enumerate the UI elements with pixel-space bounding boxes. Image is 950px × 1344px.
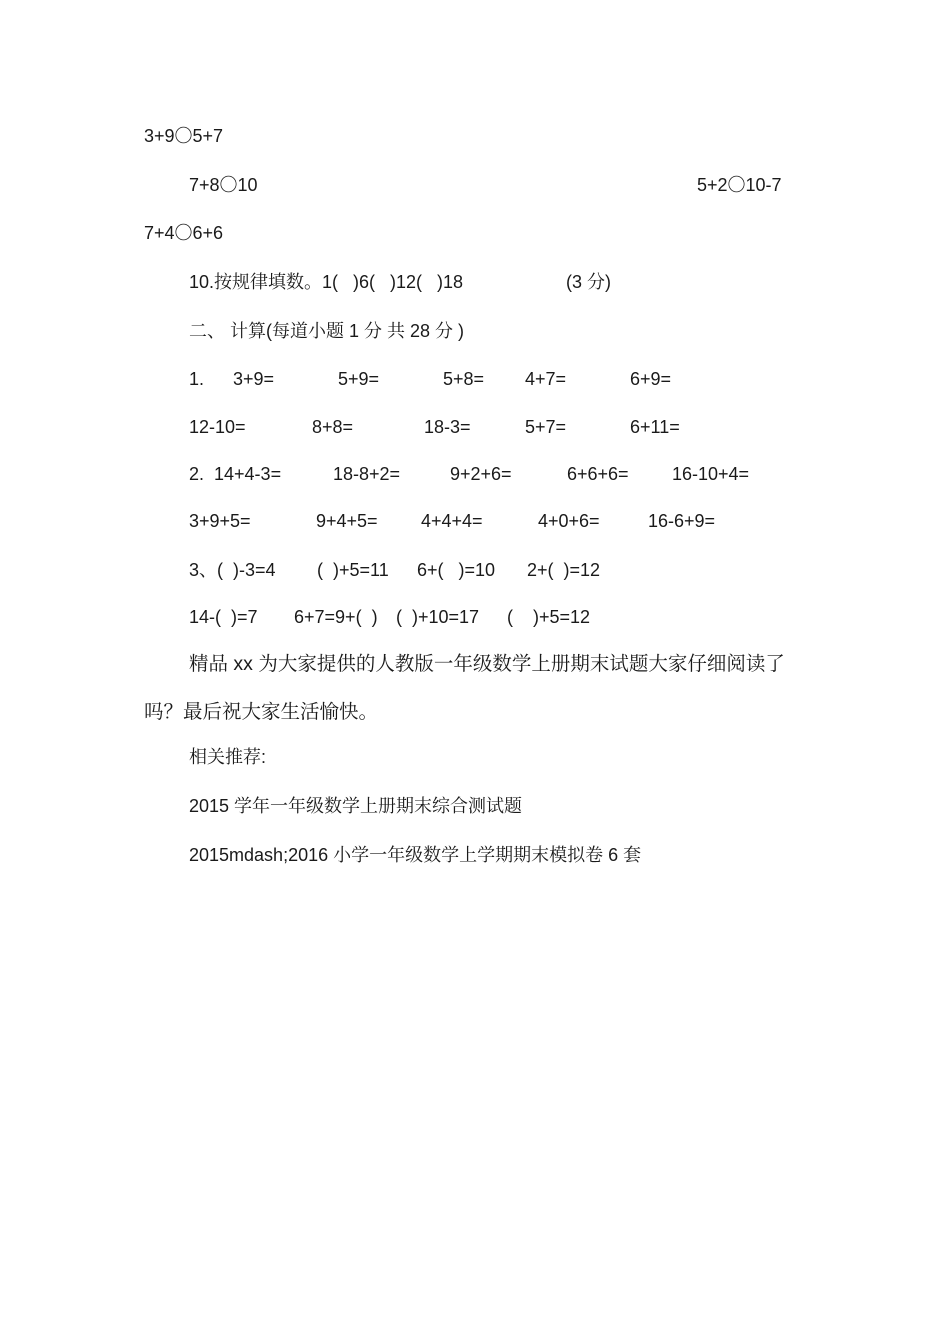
- related-label: 相关推荐:: [189, 747, 267, 767]
- calc-item: 12-10=: [189, 417, 246, 437]
- calc-item: 5+7=: [525, 417, 567, 437]
- calc-item: 1.: [189, 369, 205, 389]
- calc-item: 8+8=: [312, 417, 354, 437]
- related-link-1[interactable]: 2015 学年一年级数学上册期末综合测试题: [189, 796, 523, 816]
- compare-row-2-right: 5+2〇10-7: [697, 175, 782, 195]
- calc-item: 6+9=: [630, 369, 672, 389]
- calc-item: 9+4+5=: [316, 511, 378, 531]
- calc-item: 18-8+2=: [333, 464, 401, 484]
- calc-item: 4+0+6=: [538, 511, 600, 531]
- calc-item: 2. 14+4-3=: [189, 464, 282, 484]
- question-10-score: (3 分): [566, 272, 611, 292]
- compare-row-2-left: 7+8〇10: [189, 175, 258, 195]
- calc-item: 3+9+5=: [189, 511, 251, 531]
- calc-item: 5+9=: [338, 369, 380, 389]
- calc-item: 16-10+4=: [672, 464, 750, 484]
- related-link-2[interactable]: 2015mdash;2016 小学一年级数学上学期期末模拟卷 6 套: [189, 845, 642, 865]
- calc-item: 3+9=: [233, 369, 275, 389]
- calc-item: 14-( )=7: [189, 607, 258, 627]
- calc-item: 4+4+4=: [421, 511, 483, 531]
- compare-row-3: 7+4〇6+6: [144, 223, 224, 243]
- question-10: 10.按规律填数。1( )6( )12( )18: [189, 272, 464, 292]
- compare-row-1: 3+9〇5+7: [144, 126, 224, 146]
- calc-item: 4+7=: [525, 369, 567, 389]
- calc-item: 2+( )=12: [527, 560, 601, 580]
- calc-item: 6+6+6=: [567, 464, 629, 484]
- calc-item: 6+7=9+( ): [294, 607, 378, 627]
- section-2-heading: 二、 计算(每道小题 1 分 共 28 分 ): [189, 321, 465, 341]
- calc-item: 3、( )-3=4: [189, 560, 276, 580]
- calc-item: 9+2+6=: [450, 464, 512, 484]
- calc-item: 6+11=: [630, 417, 680, 437]
- calc-item: ( )+10=17: [396, 607, 480, 627]
- calc-item: 5+8=: [443, 369, 485, 389]
- calc-item: 6+( )=10: [417, 560, 496, 580]
- calc-item: ( )+5=11: [317, 560, 389, 580]
- calc-item: ( )+5=12: [507, 607, 591, 627]
- calc-item: 18-3=: [424, 417, 471, 437]
- closing-paragraph: 精品 xx 为大家提供的人教版一年级数学上册期末试题大家仔细阅读了吗？最后祝大家生活愉快。: [144, 653, 785, 723]
- calc-item: 16-6+9=: [648, 511, 716, 531]
